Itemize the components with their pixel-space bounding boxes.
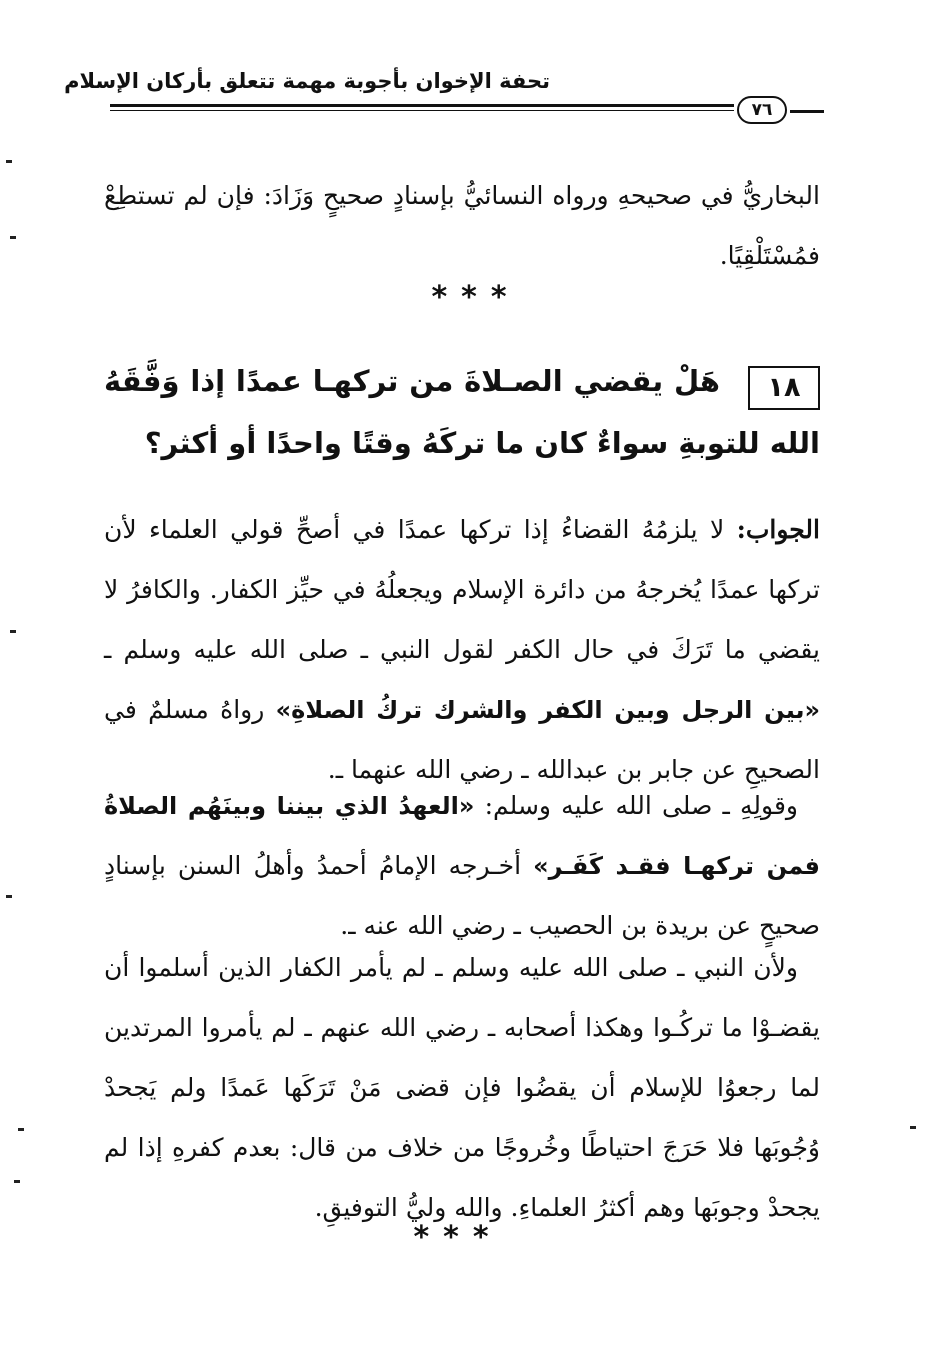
margin-mark [10, 236, 16, 239]
question-number: ١٨ [748, 366, 820, 410]
question-heading: هَلْ يقضي الصـلاةَ من تركهـا عمدًا إذا وَفَّقَهُ الله للتوبةِ سواءٌ كان ما تركَهُ وقتًا واحدًا أو أكثر؟ [104, 364, 820, 460]
hadith-quote: «بين الرجل وبين الكفر والشرك تركُ الصلاةِ» [275, 696, 821, 724]
answer-citation: رواهُ مسلمٌ في الصحيحِ عن جابر بن عبدالله ـ رضي الله عنهما ـ. [104, 695, 820, 784]
section-separator: *** [431, 280, 521, 315]
header-rule-thick [110, 104, 734, 107]
running-header-title: تحفة الإخوان بأجوبة مهمة تتعلق بأركان الإسلام [64, 69, 550, 93]
answer-lead: الجواب: [736, 515, 820, 544]
answer-text: لا يلزمُهُ القضاءُ إذا تركها عمدًا في أصحِّ قولي العلماء لأن تركها عمدًا يُخرجهُ من دائرة الإسلام ويجعلُهُ في حيِّز الكفار. والكافرُ لا يقضي ما تَرَكَ في حال الكفر لقول النبي ـ صلى الله عليه وسلم ـ [104, 515, 820, 664]
page-number: ٧٦ [737, 96, 787, 124]
section-separator: *** [413, 1220, 503, 1255]
margin-mark [14, 1180, 20, 1183]
margin-mark [18, 1128, 24, 1131]
header-rule-right [790, 110, 824, 113]
margin-mark [10, 630, 16, 633]
answer-paragraph [104, 500, 820, 800]
second-text: وقولِهِ ـ صلى الله عليه وسلم: [484, 791, 798, 820]
intro-paragraph: البخاريُّ في صحيحهِ ورواه النسائيُّ بإسنادٍ صحيحٍ وَزَادَ: فإن لم تستطِعْ فمُسْتَلْقِيًا. [104, 181, 820, 270]
third-paragraph: ولأن النبي ـ صلى الله عليه وسلم ـ لم يأمر الكفار الذين أسلموا أن يقضـوْا ما تركُـوا وهكذا أصحابه ـ رضي الله عنهم ـ لم يأمروا المرتدين لما رجعوُا للإسلام أن يقضُوا فإن قضى مَنْ تَرَكَها عَمدًا ولم يَجحدْ وُجُوبَها فلا حَرَجَ احتياطًا وخُروجًا من خلاف من قال: بعدم كفرهِ إذا لم يجحدْ وجوبَها وهم أكثرُ العلماءِ. والله وليُّ التوفيقِ. [104, 953, 820, 1222]
second-paragraph [104, 776, 820, 956]
hadith-quote: «العهدُ الذي بيننا وبينَهُم الصلاةُ فمن تركهـا فقـد كَفَـر» [104, 792, 820, 880]
margin-mark [910, 1126, 916, 1129]
margin-mark [6, 160, 12, 163]
header-rule-thin [110, 110, 734, 111]
margin-mark [6, 895, 12, 898]
second-citation: أخـرجه الإمامُ أحمدُ وأهلُ السنن بإسنادٍ صحيحٍ عن بريدة بن الحصيب ـ رضي الله عنه ـ. [104, 851, 820, 940]
